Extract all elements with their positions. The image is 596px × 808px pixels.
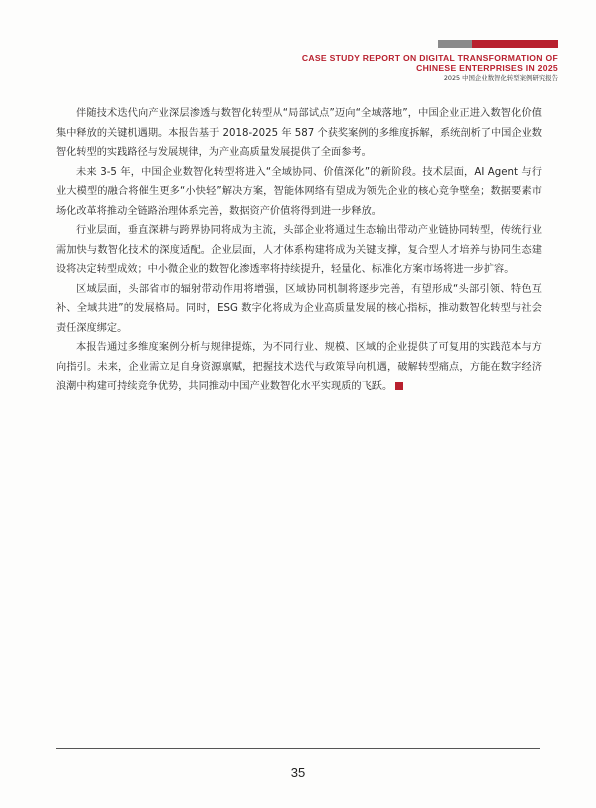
body-text: [56, 104, 542, 397]
footer-divider: [56, 748, 540, 749]
conclusion-text: 本报告通过多维度案例分析与规律提炼，为不同行业、规模、区域的企业提供了可复用的实践范本与方向指引。未来，企业需立足自身资源禀赋，把握技术迭代与政策导向机遇，破解转型痛点，方能在数字经济浪潮中构建可持续竞争优势，共同推动中国产业数智化水平实现质的飞跃。: [56, 342, 542, 392]
report-title-line2: CHINESE ENTERPRISES IN 2025: [416, 63, 558, 73]
paragraph-industry: 行业层面，垂直深耕与跨界协同将成为主流，头部企业将通过生态输出带动产业链协同转型，传统行业需加快与数智化技术的深度适配。企业层面，人才体系构建将成为关键支撑，复合型人才培养与协同生态建设将决定转型成效；中小微企业的数智化渗透率将持续提升，轻量化、标准化方案市场将进一步扩容。: [56, 225, 542, 275]
paragraph-conclusion: [56, 338, 542, 397]
header-gray-bar: [438, 40, 472, 48]
paragraph-region: 区域层面，头部省市的辐射带动作用将增强，区域协同机制将逐步完善，有望形成“头部引领、特色互补、全域共进”的发展格局。同时，ESG 数字化将成为企业高质量发展的核心指标，推动数智化转型与社会责任深度绑定。: [56, 283, 542, 334]
header-red-bar: [472, 40, 558, 48]
paragraph-future-tech: 未来 3-5 年，中国企业数智化转型将进入“全域协同、价值深化”的新阶段。技术层面，AI Agent 与行业大模型的融合将催生更多“小快轻”解决方案，智能体网络有望成为领先企业的核心竞争壁垒；数据要素市场化改革将推动全链路治理体系完善，数据资产价值将得到进一步释放。: [56, 166, 542, 217]
report-title-line1: CASE STUDY REPORT ON DIGITAL TRANSFORMATION OF: [301, 53, 558, 63]
paragraph-intro: 伴随技术迭代向产业深层渗透与数智化转型从“局部试点”迈向“全域落地”，中国企业正进入数智化价值集中释放的关键机遇期。本报告基于 2018-2025 年 587 个获奖案例的多维度拆解，系统剖析了中国企业数智化转型的实践路径与发展规律，为产业高质量发展提供了全面参考。: [56, 108, 542, 158]
report-subtitle-cn: 2025 中国企业数智化转型案例研究报告: [443, 74, 558, 82]
page-number: 35: [290, 765, 306, 780]
end-of-article-mark: [395, 382, 403, 390]
